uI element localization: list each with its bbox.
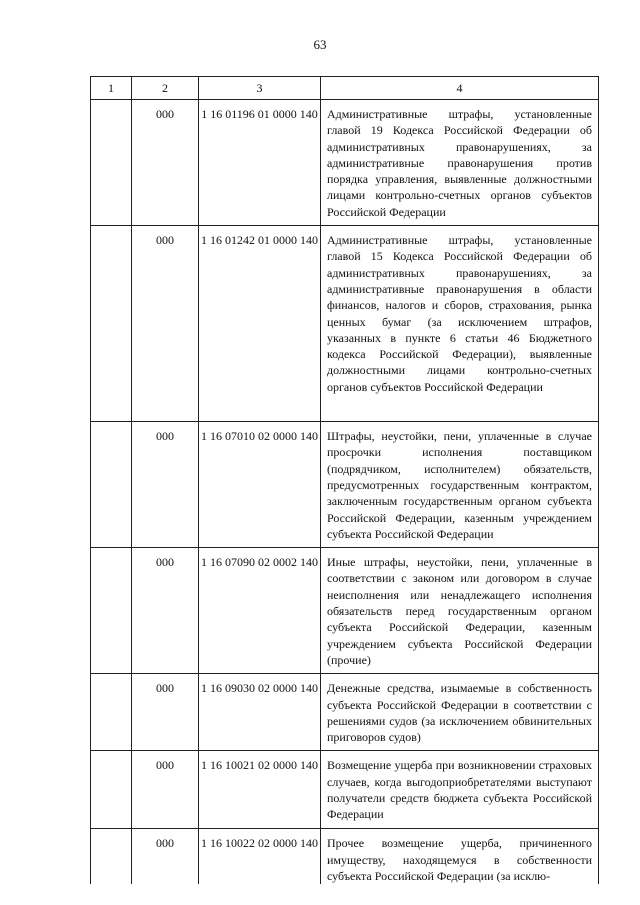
table-row: [91, 422, 599, 548]
table-row: [91, 829, 599, 884]
description-cell: Иные штрафы, неустойки, пени, уплаченные в соответствии с законом или договором в случае неисполнения или ненадлежащего исполнения обязательств перед государственным органом субъекта Российской Федерации, казенным учреждением субъекта Российской Федерации (прочие): [321, 548, 599, 674]
admin-code-cell: 000: [132, 829, 199, 884]
revenue-code-cell: 1 16 10021 02 0000 140: [199, 751, 321, 829]
table-row: [91, 548, 599, 674]
description-cell: Возмещение ущерба при возникновении страховых случаев, когда выгодоприобретателями выступают получатели средств бюджета субъекта Российской Федерации: [321, 751, 599, 829]
revenue-code-cell: 1 16 07090 02 0002 140: [199, 548, 321, 674]
table-row: [91, 751, 599, 829]
revenue-codes-table: [90, 76, 599, 884]
admin-code-cell: 000: [132, 751, 199, 829]
revenue-code-cell: 1 16 01196 01 0000 140: [199, 100, 321, 226]
blank-cell: [91, 422, 132, 548]
admin-code-cell: 000: [132, 422, 199, 548]
blank-cell: [91, 226, 132, 422]
description-cell: Административные штрафы, установленные главой 15 Кодекса Российской Федерации об административных правонарушениях, за административные правонарушения в области финансов, налогов и сборов, страхования, рынка ценных бумаг (за исключением штрафов, указанных в пункте 6 статьи 46 Бюджетного кодекса Российской Федерации), выявленные должностными лицами контрольно-счетных органов субъектов Российской Федерации: [321, 226, 599, 422]
revenue-code-cell: 1 16 01242 01 0000 140: [199, 226, 321, 422]
revenue-code-cell: 1 16 09030 02 0000 140: [199, 674, 321, 751]
description-cell: Административные штрафы, установленные главой 19 Кодекса Российской Федерации об административных правонарушениях, за административные правонарушения против порядка управления, выявленные должностными лицами контрольно-счетных органов субъектов Российской Федерации: [321, 100, 599, 226]
admin-code-cell: 000: [132, 674, 199, 751]
blank-cell: [91, 674, 132, 751]
admin-code-cell: 000: [132, 100, 199, 226]
description-cell: Прочее возмещение ущерба, причиненного имуществу, находящемуся в собственности субъекта Российской Федерации (за исклю-: [321, 829, 599, 884]
revenue-code-cell: 1 16 10022 02 0000 140: [199, 829, 321, 884]
table-row: [91, 100, 599, 226]
admin-code-cell: 000: [132, 548, 199, 674]
admin-code-cell: 000: [132, 226, 199, 422]
page-number: 63: [313, 37, 327, 52]
header-cell-3: 3: [199, 77, 321, 100]
blank-cell: [91, 100, 132, 226]
header-cell-4: 4: [321, 77, 599, 100]
blank-cell: [91, 829, 132, 884]
table-row: [91, 226, 599, 422]
description-cell: Штрафы, неустойки, пени, уплаченные в случае просрочки исполнения поставщиком (подрядчиком, исполнителем) обязательств, предусмотренных государственным контрактом, заключенным государственным органом субъекта Российской Федерации, казенным учреждением субъекта Российской Федерации: [321, 422, 599, 548]
header-cell-1: 1: [91, 77, 132, 100]
table-row: [91, 674, 599, 751]
table-header-row: [91, 77, 599, 100]
description-cell: Денежные средства, изымаемые в собственность субъекта Российской Федерации в соответствии с решениями судов (за исключением обвинительных приговоров судов): [321, 674, 599, 751]
header-cell-2: 2: [132, 77, 199, 100]
blank-cell: [91, 548, 132, 674]
revenue-code-cell: 1 16 07010 02 0000 140: [199, 422, 321, 548]
blank-cell: [91, 751, 132, 829]
